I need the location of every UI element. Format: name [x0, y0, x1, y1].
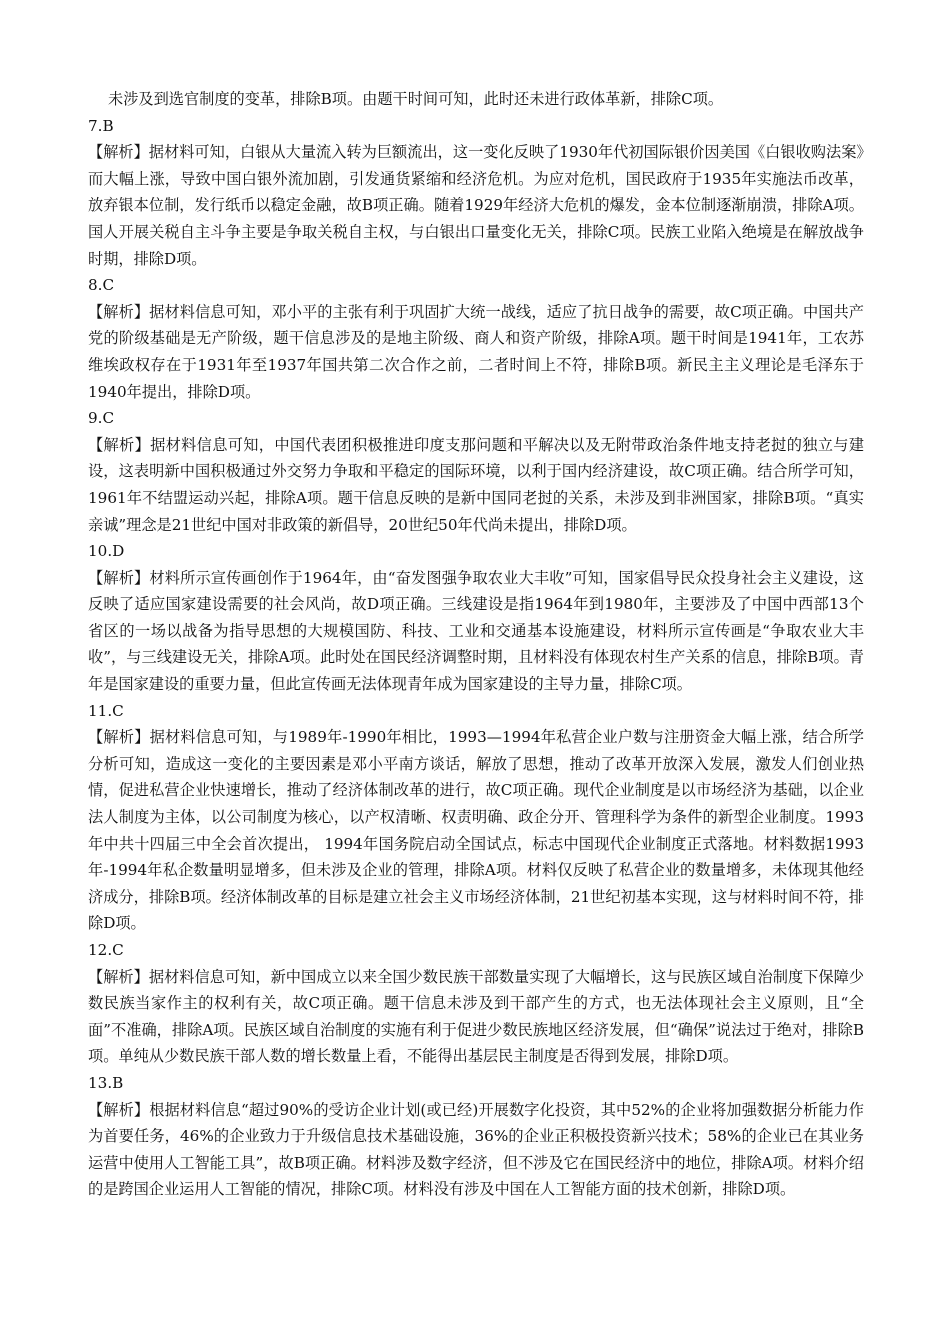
answer-label: 10.D [88, 542, 125, 561]
answer-block-10 [88, 538, 864, 698]
explanation-paragraph: 【解析】据材料信息可知，与1989年-1990年相比，1993—1994年私营企业户数与注册资金大幅上涨，结合所学分析可知，造成这一变化的主要因素是邓小平南方谈话，解放了思想，推动了改革开放深入发展，激发人们创业热情，促进私营企业快速增长，推动了经济体制改革的进行，故C项正确。现代企业制度是以市场经济为基础，以企业法人制度为主体，以公司制度为核心，以产权清晰、权责明确、政企分开、管理科学为条件的新型企业制度。1993年中共十四届三中全会首次提出， 1994年国务院启动全国试点，标志中国现代企业制度正式落地。材料数据1993年-1994年私企数量明显增多，但未涉及企业的管理，排除A项。材料仅反映了私营企业的数量增多，未体现其他经济成分，排除B项。经济体制改革的目标是建立社会主义市场经济体制，21世纪初基本实现，这与材料时间不符，排除D项。 [88, 728, 864, 933]
explanation-paragraph: 【解析】据材料信息可知，新中国成立以来全国少数民族干部数量实现了大幅增长，这与民族区域自治制度下保障少数民族当家作主的权利有关，故C项正确。题干信息未涉及到干部产生的方式，也无法体现社会主义原则，且“全面”不准确，排除A项。民族区域自治制度的实施有利于促进少数民族地区经济发展，但“确保”说法过于绝对，排除B项。单纯从少数民族干部人数的增长数量上看，不能得出基层民主制度是否得到发展，排除D项。 [88, 967, 864, 1066]
explanation-paragraph: 【解析】根据材料信息“超过90%的受访企业计划(或已经)开展数字化投资，其中52%的企业将加强数据分析能力作为首要任务，46%的企业致力于升级信息技术基础设施，36%的企业正积极投资新兴技术；58%的企业已在其业务运营中使用人工智能工具”，故B项正确。材料涉及数字经济，但不涉及它在国民经济中的地位，排除A项。材料介绍的是跨国企业运用人工智能的情况，排除C项。材料没有涉及中国在人工智能方面的技术创新，排除D项。 [88, 1100, 864, 1199]
answer-block-9 [88, 405, 864, 538]
answer-block-7 [88, 113, 864, 273]
explanation-paragraph: 【解析】据材料信息可知，中国代表团积极推进印度支那问题和平解决以及无附带政治条件地支持老挝的独立与建设，这表明新中国积极通过外交努力争取和平稳定的国际环境，以利于国内经济建设，故C项正确。结合所学可知，1961年不结盟运动兴起，排除A项。题干信息反映的是新中国同老挝的关系，未涉及到非洲国家，排除B项。“真实亲诚”理念是21世纪中国对非政策的新倡导，20世纪50年代尚未提出，排除D项。 [88, 435, 864, 534]
answer-label: 8.C [88, 276, 115, 295]
answer-block-8 [88, 272, 864, 405]
answer-block-13 [88, 1070, 864, 1203]
answer-label: 12.C [88, 941, 124, 959]
answer-label: 13.B [88, 1073, 124, 1092]
answer-label: 9.C [88, 409, 115, 428]
answer-block-12 [88, 937, 864, 1070]
intro-paragraph: 未涉及到选官制度的变革，排除B项。由题干时间可知，此时还未进行政体革新，排除C项。 [108, 90, 724, 108]
explanation-paragraph: 【解析】据材料信息可知，邓小平的主张有利于巩固扩大统一战线，适应了抗日战争的需要，故C项正确。中国共产党的阶级基础是无产阶级，题干信息涉及的是地主阶级、商人和资产阶级，排除A项。题干时间是1941年，工农苏维埃政权存在于1931年至1937年国共第二次合作之前，二者时间上不符，排除B项。新民主主义理论是毛泽东于1940年提出，排除D项。 [88, 302, 864, 401]
answer-label: 11.C [88, 701, 124, 720]
explanation-paragraph: 【解析】据材料可知，白银从大量流入转为巨额流出，这一变化反映了1930年代初国际银价因美国《白银收购法案》而大幅上涨，导致中国白银外流加剧，引发通货紧缩和经济危机。为应对危机，国民政府于1935年实施法币改革，放弃银本位制，发行纸币以稳定金融，故B项正确。随着1929年经济大危机的爆发，金本位制逐渐崩溃，排除A项。国人开展关税自主斗争主要是争取关税自主权，与白银出口量变化无关，排除C项。民族工业陷入绝境是在解放战争时期，排除D项。 [88, 143, 864, 268]
answer-document [88, 86, 864, 1203]
explanation-paragraph: 【解析】材料所示宣传画创作于1964年，由“奋发图强争取农业大丰收”可知，国家倡导民众投身社会主义建设，这反映了适应国家建设需要的社会风尚，故D项正确。三线建设是指1964年到1980年，主要涉及了中国中西部13个省区的一场以战备为指导思想的大规模国防、科技、工业和交通基本设施建设，材料所示宣传画是“争取农业大丰收”，与三线建设无关，排除A项。此时处在国民经济调整时期，且材料没有体现农村生产关系的信息，排除B项。青年是国家建设的重要力量，但此宣传画无法体现青年成为国家建设的主导力量，排除C项。 [88, 568, 864, 694]
answer-block-11 [88, 698, 864, 937]
answer-label: 7.B [88, 116, 114, 135]
